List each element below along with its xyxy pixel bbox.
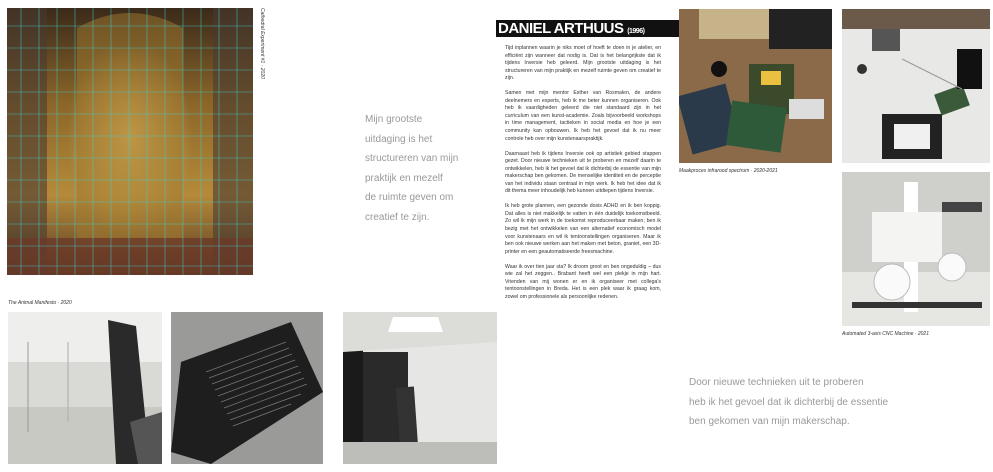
cathedral-image <box>7 8 253 275</box>
paragraph: Samen met mijn mentor Esther van Rosmalen, de andere deelnemers en experts, heb ik me beter kunnen organiseren. Ook heb ik vaardigheden geleerd die niet standaard zijn in het curriculum van een kunst-academie. Zoals bijvoorbeeld workshops in time management, tactieken in social media en hoe je een community kan opbouwen. Ik heb het gevoel dat ik nu meer controle heb over mijn kunstenaarspraktijk. <box>505 90 661 142</box>
manifesto-photo-1 <box>8 312 162 464</box>
pullquote-right: Door nieuwe technieken uit te proberen heb ik het gevoel dat ik dichterbij de essentie ben gekomen van mijn makerschap. <box>689 377 889 427</box>
cnc-caption: Automated 3-axis CNC Machine · 2021 <box>842 331 929 337</box>
electronics-image <box>679 9 832 163</box>
maakproces-photo <box>679 9 832 163</box>
maakproces-caption: Maakproces infrarood spectrum · 2020-2021 <box>679 168 778 174</box>
paragraph: Waar ik over tien jaar sta? Ik droom groot en ben ongeduldig – dus wie zal het zeggen.. Brabant heeft wel een plekje in mijn hart. Vrienden van mij wonen er en ik organiseer met collega's tentoonstellingen in Breda. Het is een plek waar ik graag kom, zowel om professionele als persoonlijke redenen. <box>505 263 661 300</box>
manifesto-photo-2 <box>171 312 323 464</box>
paragraph: Daarnaast heb ik tijdens Inversie ook op artistiek gebied stappen gezet. Door nieuwe technieken uit te proberen en mezelf daarin te ontwikkelen, heb ik het gevoel dat ik dichterbij de essentie van mijn makerschap ben gekomen. De menselijke identiteit en de perceptie van het individu staan centraal in mijn werk. Ik heb het idee dat ik dit thema meer inhoudelijk heb kunnen uitdiepen tijdens Inversie. <box>505 150 661 195</box>
artist-name-text: DANIEL ARTHUUS <box>498 20 624 37</box>
paragraph: Tijd inplannen waarin je niks moet of hoeft te doen in je atelier, en efficiënt zijn wanneer dat nodig is. Dat is het belangrijkste dat ik tijdens Inversie heb geleerd. Mijn grootste uitdaging is het structureren van mijn praktijk en mezelf ruimte geven om creatief te zijn. <box>505 45 661 82</box>
artist-name <box>498 20 644 40</box>
animal-manifesto-caption: The Animal Manifesto · 2020 <box>8 300 72 306</box>
dark-room-image <box>343 312 497 464</box>
body-text <box>505 45 661 309</box>
manifesto-photo-3 <box>343 312 497 464</box>
gallery-slab-image <box>8 312 162 464</box>
pullquote-left: Mijn grootste uitdaging is het structureren van mijn praktijk en mezelf de ruimte geven om creatief te zijn. <box>365 114 459 223</box>
cnc-machine-image <box>842 172 990 326</box>
cathedral-photo <box>7 8 253 275</box>
paragraph: Ik heb grote plannen, een gezonde dosis ADHD en ik ben koppig. Dat alles is niet makkelijk te vatten in één duidelijk toekomstbeeld. Zo wil ik mijn werk in de toekomst reproduceerbaar maken; ben ik bezig met het ontwikkelen van een alternatief economisch model voor kunstenaars en wil ik tentoonstellingen organiseren. Maar ik ben ook nieuwe werken aan het maken met beton, graniet, een 3D-printer en een geautomatiseerde freesmachine. <box>505 203 661 255</box>
granite-text-image <box>171 312 323 464</box>
camera-parts-photo <box>842 9 990 163</box>
camera-parts-image <box>842 9 990 163</box>
cnc-photo <box>842 172 990 326</box>
cathedral-caption: Cathedral Experiment #1 · 2020 <box>259 8 265 79</box>
artist-year: (1996) <box>627 28 645 35</box>
